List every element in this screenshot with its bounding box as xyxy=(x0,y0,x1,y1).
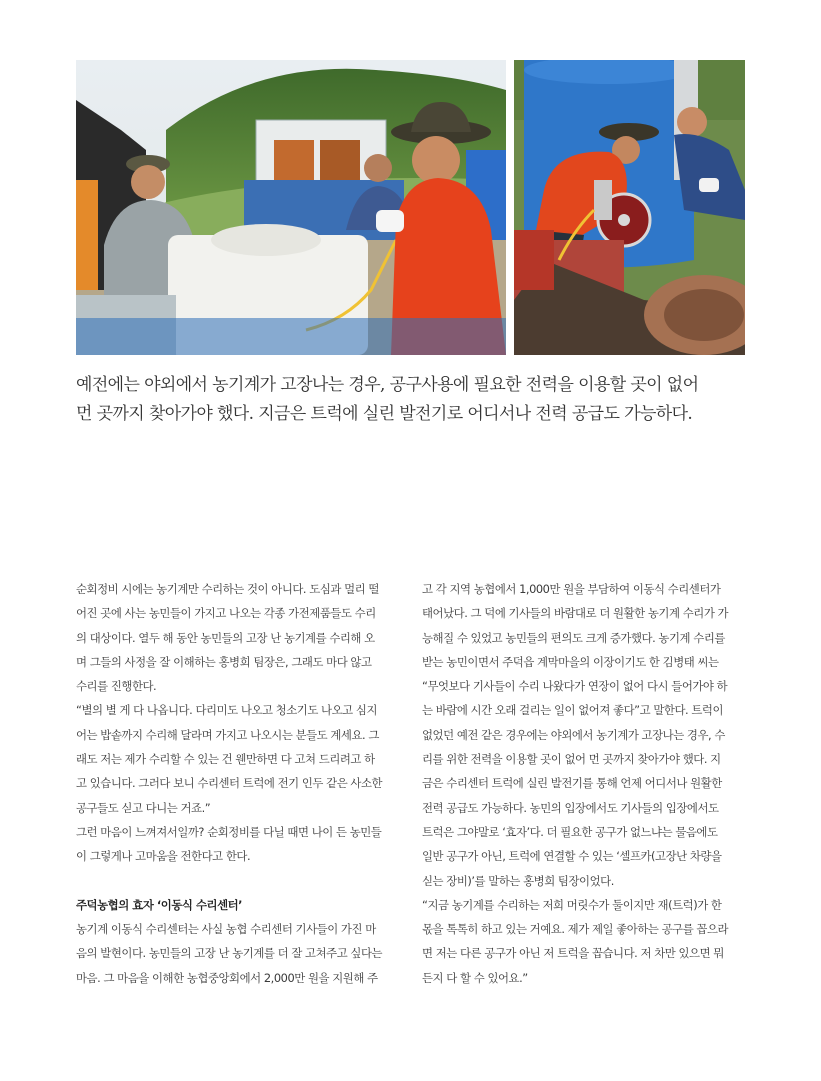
quote-line: 고 있습니다. 그러다 보니 수리센터 트럭에 전기 인두 같은 사소한 xyxy=(76,776,383,791)
body-text-line: 고 각 지역 농협에서 1,000만 원을 부담하여 이동식 수리센터가 xyxy=(422,582,721,596)
quote-line: “별의 별 게 다 나옵니다. 다리미도 나오고 청소기도 나오고 심지 xyxy=(76,703,377,718)
article-column-left xyxy=(76,577,400,990)
section-subheading: 주덕농협의 효자 ‘이동식 수리센터’ xyxy=(76,897,243,912)
body-text-line: 순회정비 시에는 농기계만 수리하는 것이 아니다. 도심과 멀리 떨 xyxy=(76,582,379,596)
paragraph-gap xyxy=(76,869,400,893)
body-text-line: 리를 위한 전력을 이용할 곳이 없어 먼 곳까지 찾아가야 했다. 지 xyxy=(422,752,721,767)
quote-line: 면 저는 다른 공구가 아닌 저 트럭을 꼽습니다. 저 차만 있으면 뭐 xyxy=(422,946,724,961)
photo-mechanics-at-truck xyxy=(76,60,506,355)
body-text-line: 는 바람에 시간 오래 걸리는 일이 없어져 좋다”고 말한다. 트럭이 xyxy=(422,703,723,718)
body-text-line: 없었던 예전 같은 경우에는 야외에서 농기계가 고장나는 경우, 수 xyxy=(422,727,725,742)
body-text-line: 농기계 이동식 수리센터는 사실 농협 수리센터 기사들이 가진 마 xyxy=(76,922,376,937)
quote-line: 몫을 톡톡히 하고 있는 거예요. 제가 제일 좋아하는 공구를 꼽으라 xyxy=(422,922,729,937)
body-text-line: 트럭은 그야말로 ‘효자’다. 더 필요한 공구가 없느냐는 물음에도 xyxy=(422,824,718,839)
body-text-line: 전력 공급도 가능하다. 농민의 입장에서도 기사들의 입장에서도 xyxy=(422,800,719,815)
quote-line: 어는 밥솥까지 수리해 달라며 가지고 나오시는 분들도 계세요. 그 xyxy=(76,727,379,742)
caption-line: 먼 곳까지 찾아가야 했다. 지금은 트럭에 실린 발전기로 어디서나 전력 공급도 가능하다. xyxy=(76,404,693,424)
quote-line: “지금 농기계를 수리하는 저희 머릿수가 둘이지만 재(트럭)가 한 xyxy=(422,897,722,912)
body-text-line: 금은 수리센터 트럭에 실린 발전기를 통해 언제 어디서나 원활한 xyxy=(422,776,722,791)
body-text-line: 며 그들의 사정을 잘 이해하는 홍병희 팀장은, 그래도 마다 않고 xyxy=(76,654,372,669)
body-text-line: 받는 농민이면서 주덕읍 계막마을의 이장이기도 한 김병태 씨는 xyxy=(422,654,719,669)
body-text-line: 능해질 수 있었고 농민들의 편의도 크게 증가했다. 농기계 수리를 xyxy=(422,630,725,645)
body-text-line: 그런 마음이 느껴져서일까? 순회정비를 다닐 때면 나이 든 농민들 xyxy=(76,824,382,839)
body-text-line: 수리를 진행한다. xyxy=(76,679,157,694)
body-text-line: 마음. 그 마음을 이해한 농협중앙회에서 2,000만 원을 지원해 주 xyxy=(76,970,378,985)
body-text-line: 일반 공구가 아닌, 트럭에 연결할 수 있는 ‘셀프카(고장난 차량을 xyxy=(422,849,722,864)
photo-left-illustration xyxy=(76,60,506,355)
body-text-line: 태어났다. 그 덕에 기사들의 바람대로 더 원활한 농기계 수리가 가 xyxy=(422,606,729,621)
quote-line: 든지 다 할 수 있어요.” xyxy=(422,970,528,985)
body-text-line: “무엇보다 기사들이 수리 나왔다가 연장이 없어 다시 들어가야 하 xyxy=(422,679,728,694)
caption-line: 예전에는 야외에서 농기계가 고장나는 경우, 공구사용에 필요한 전력을 이용할 곳이 없어 xyxy=(76,375,699,395)
photo-caption xyxy=(76,371,756,429)
body-text-line: 어진 곳에 사는 농민들이 가지고 나오는 각종 가전제품들도 수리 xyxy=(76,606,376,621)
photo-right-illustration xyxy=(514,60,745,355)
body-text-line: 음의 발현이다. 농민들의 고장 난 농기계를 더 잘 고쳐주고 싶다는 xyxy=(76,946,383,961)
body-text-line: 싣는 장비)’를 말하는 홍병희 팀장이었다. xyxy=(422,873,614,888)
quote-line: 공구들도 싣고 다니는 거죠.” xyxy=(76,800,211,815)
photo-pump-repair xyxy=(514,60,745,355)
body-text-line: 이 그렇게나 고마움을 전한다고 한다. xyxy=(76,849,251,864)
quote-line: 래도 저는 제가 수리할 수 있는 건 웬만하면 다 고쳐 드리려고 하 xyxy=(76,752,375,767)
article-column-right xyxy=(422,577,746,990)
body-text-line: 의 대상이다. 열두 해 동안 농민들의 고장 난 농기계를 수리해 오 xyxy=(76,630,375,645)
